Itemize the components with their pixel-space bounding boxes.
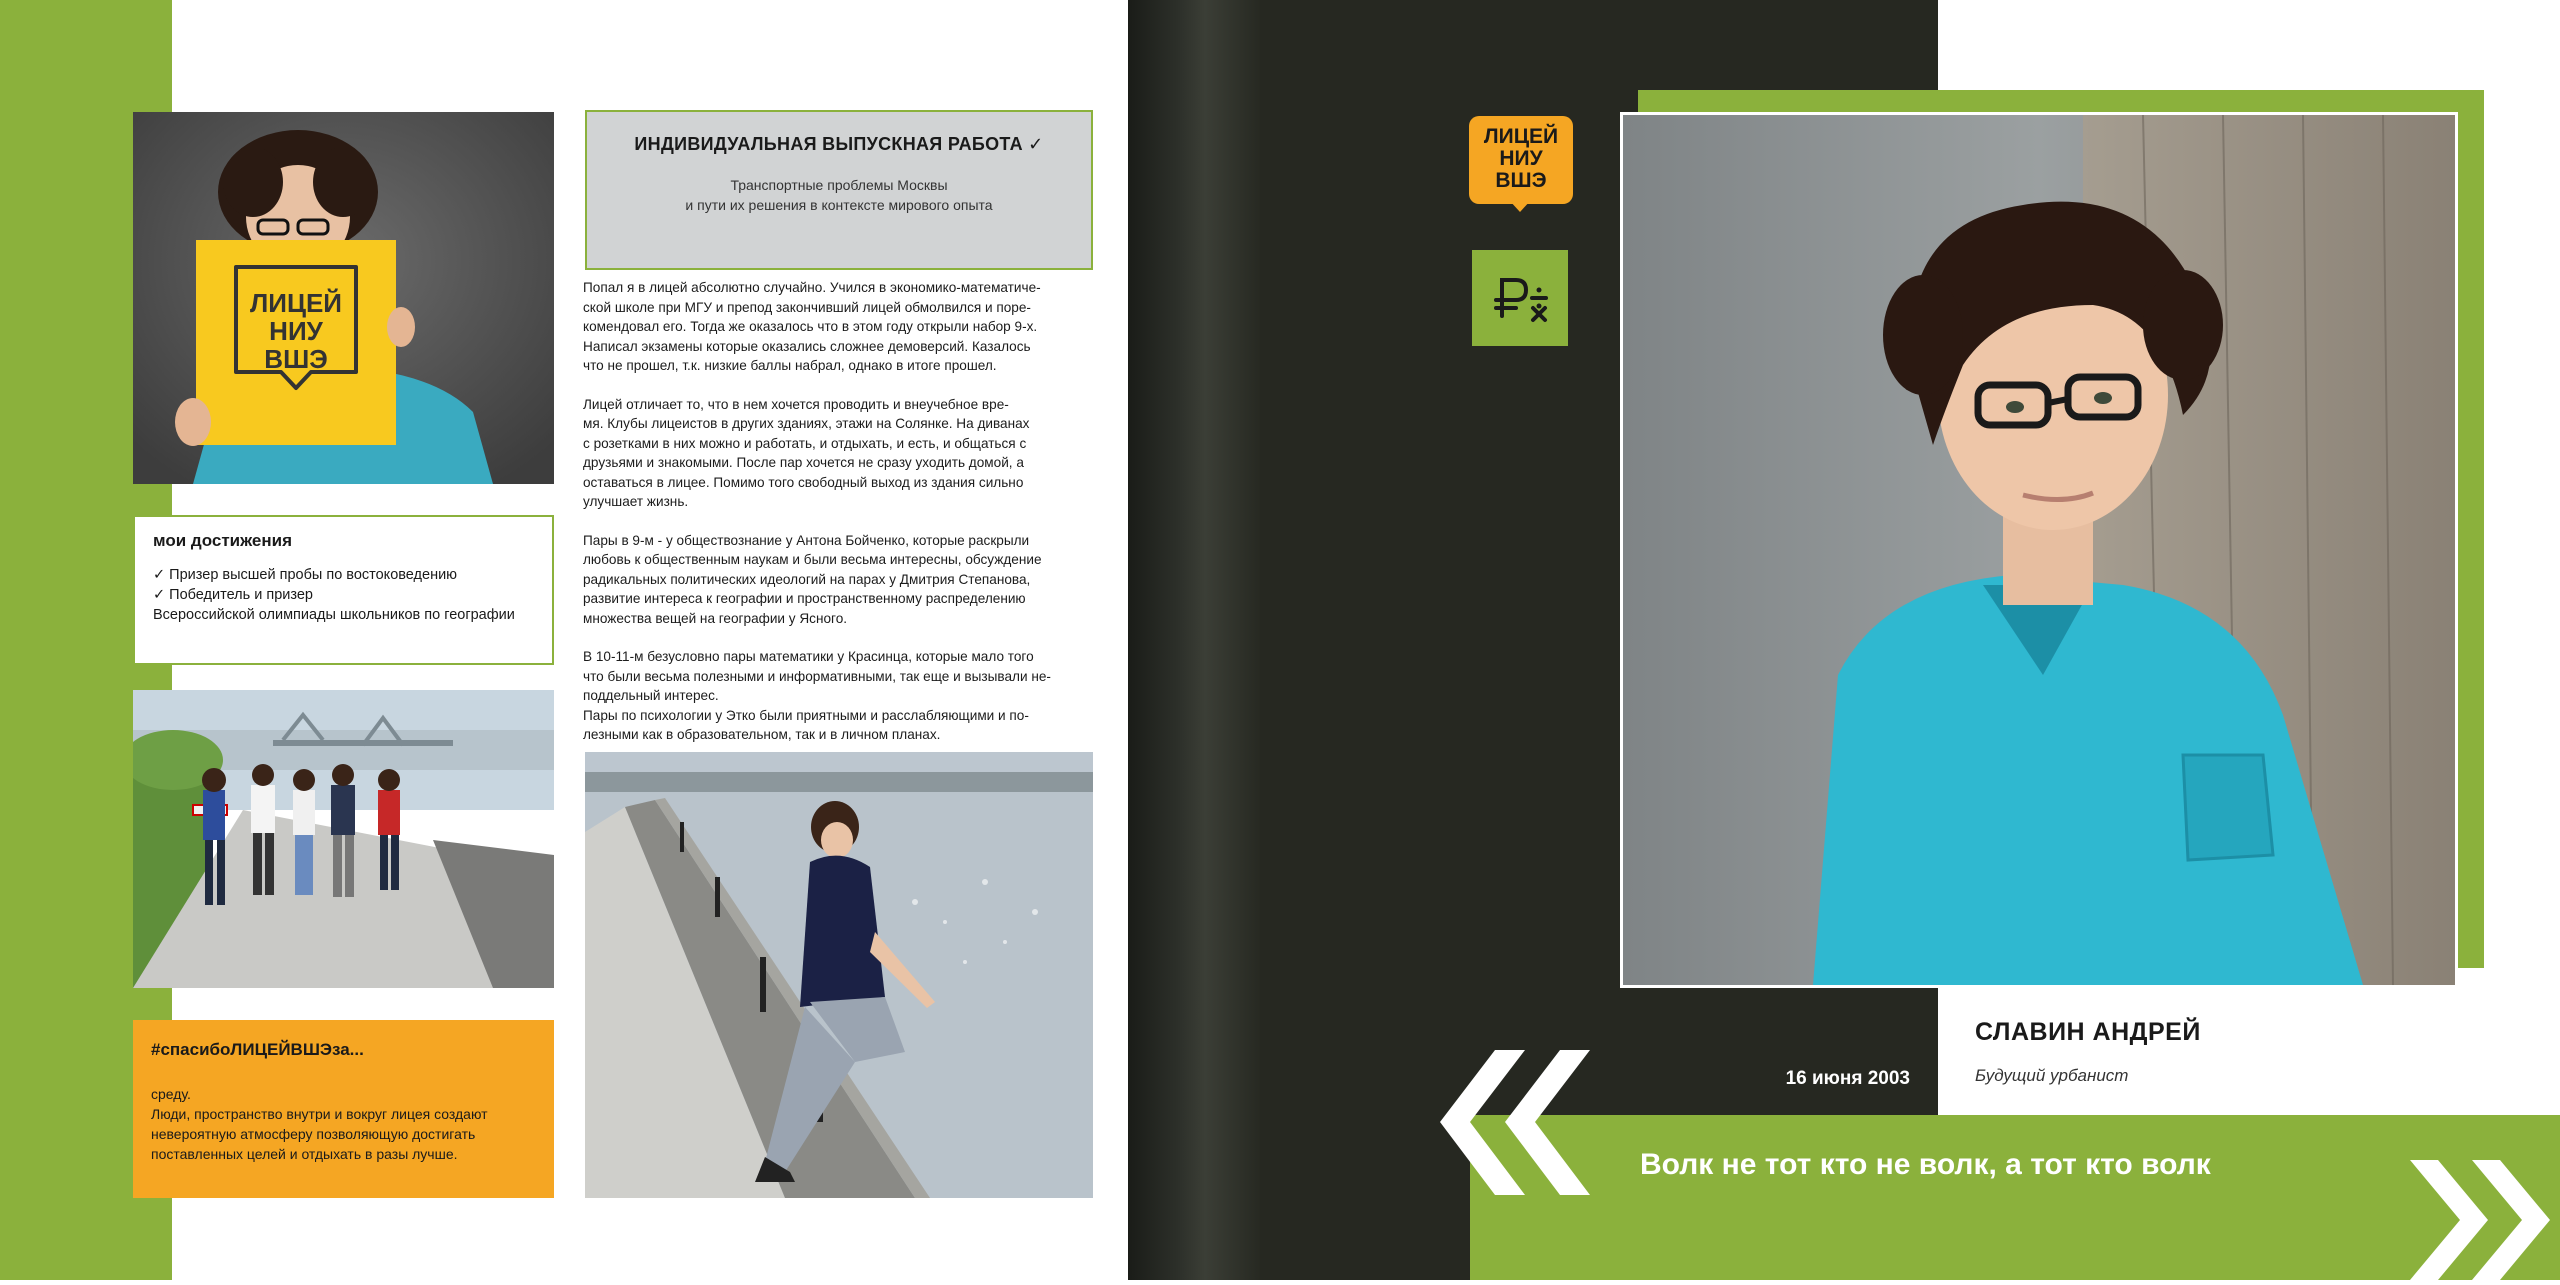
- student-role: Будущий урбанист: [1975, 1066, 2129, 1085]
- embankment-photo: [585, 752, 1093, 1198]
- thanks-box: [133, 1020, 554, 1198]
- story-paragraph-5: Пары по психологии у Этко были приятными и расслабляющими и по- лезными как в образовательном, так и в личном планах.: [583, 707, 1029, 742]
- subtitle-line: и пути их решения в контексте мирового опыта: [685, 197, 993, 213]
- graduation-project-box: [585, 110, 1093, 270]
- badge-line: НИУ: [1499, 147, 1543, 170]
- story-paragraph-4: В 10-11-м безусловно пары математики у Красинца, которые мало того что были весьма полезными и информативными, так еще и вызывали не- поддельный интерес.: [583, 649, 1051, 703]
- achievements-box: [133, 515, 554, 665]
- story-paragraph-2: Лицей отличает то, что в нем хочется проводить и внеучебное вре- мя. Клубы лицеистов в других зданиях, этажи на Солянке. На диванах с розетками в них можно и работать, и отдыхать, и есть, и общаться с друзьями и знакомыми. После пар хочется не сразу уходить домой, а оставаться в лицее. Помимо того свободный выход из здания сильно улучшает жизнь.: [583, 396, 1030, 509]
- thanks-line: невероятную атмосферу позволяющую достигать: [151, 1126, 476, 1142]
- achievement-line: Всероссийской олимпиады школьников по географии: [153, 607, 515, 623]
- book-spine: [1128, 0, 1268, 1280]
- main-portrait-photo: [1620, 112, 2458, 988]
- achievements-title: мои достижения: [153, 531, 293, 550]
- graduation-project-subtitle: [587, 175, 1091, 215]
- lyceum-logo-badge: [1469, 116, 1573, 204]
- thanks-line: поставленных целей и отдыхать в разы лучше.: [151, 1146, 458, 1162]
- birth-date: 16 июня 2003: [1785, 1068, 1910, 1089]
- subtitle-line: Транспортные проблемы Москвы: [730, 177, 948, 193]
- badge-tail: [1509, 200, 1531, 212]
- graduation-project-title: ИНДИВИДУАЛЬНАЯ ВЫПУСКНАЯ РАБОТА ✓: [634, 134, 1044, 154]
- achievement-line: ✓ Призер высшей пробы по востоковедению: [153, 567, 458, 583]
- thanks-line: Люди, пространство внутри и вокруг лицея создают: [151, 1106, 488, 1122]
- student-name: СЛАВИН АНДРЕЙ: [1975, 1018, 2201, 1046]
- story-paragraph-3: Пары в 9-м - у обществознание у Антона Бойченко, которые раскрыли любовь к общественным наукам и были весьма интересны, обсуждение радикальных политических идеологий на парах у Дмитрия Степанова, развитие интереса к географии и пространственному распределению множества вещей на географии у Ясного.: [583, 532, 1042, 626]
- badge-line: ВШЭ: [1495, 169, 1547, 192]
- thanks-line: среду.: [151, 1086, 191, 1102]
- thanks-title: #спасибоЛИЦЕЙВШЭза...: [151, 1040, 364, 1059]
- sign-text-1: ЛИЦЕЙ: [250, 288, 342, 318]
- chevrons-right-icon: [2410, 1160, 2560, 1280]
- sign-text-2: НИУ: [269, 316, 323, 346]
- ruble-divide-icon: [1472, 250, 1568, 346]
- quote-band: [1470, 1115, 2560, 1280]
- quote-text: Волк не тот кто не волк, а тот кто волк: [1640, 1148, 2211, 1181]
- sign-text-3: ВШЭ: [264, 344, 328, 374]
- badge-line: ЛИЦЕЙ: [1483, 125, 1559, 148]
- portrait-with-sign-photo: [133, 112, 554, 484]
- achievement-line: ✓ Победитель и призер: [153, 587, 313, 603]
- chevrons-left-icon: [1440, 1050, 1600, 1195]
- story-paragraph-1: Попал я в лицей абсолютно случайно. Учился в экономико-математиче- ской школе при МГУ и препод закончивший лицей обмолвился и поре- комендовал его. Тогда же оказалось что в этом году открыли набор 9-х. Написал экзамены которые оказались сложнее демоверсий. Казалось что не прошел, т.к. низкие баллы набрал, однако в итоге прошел.: [583, 280, 1041, 373]
- story-text: [583, 278, 1095, 764]
- group-walking-photo: [133, 690, 554, 988]
